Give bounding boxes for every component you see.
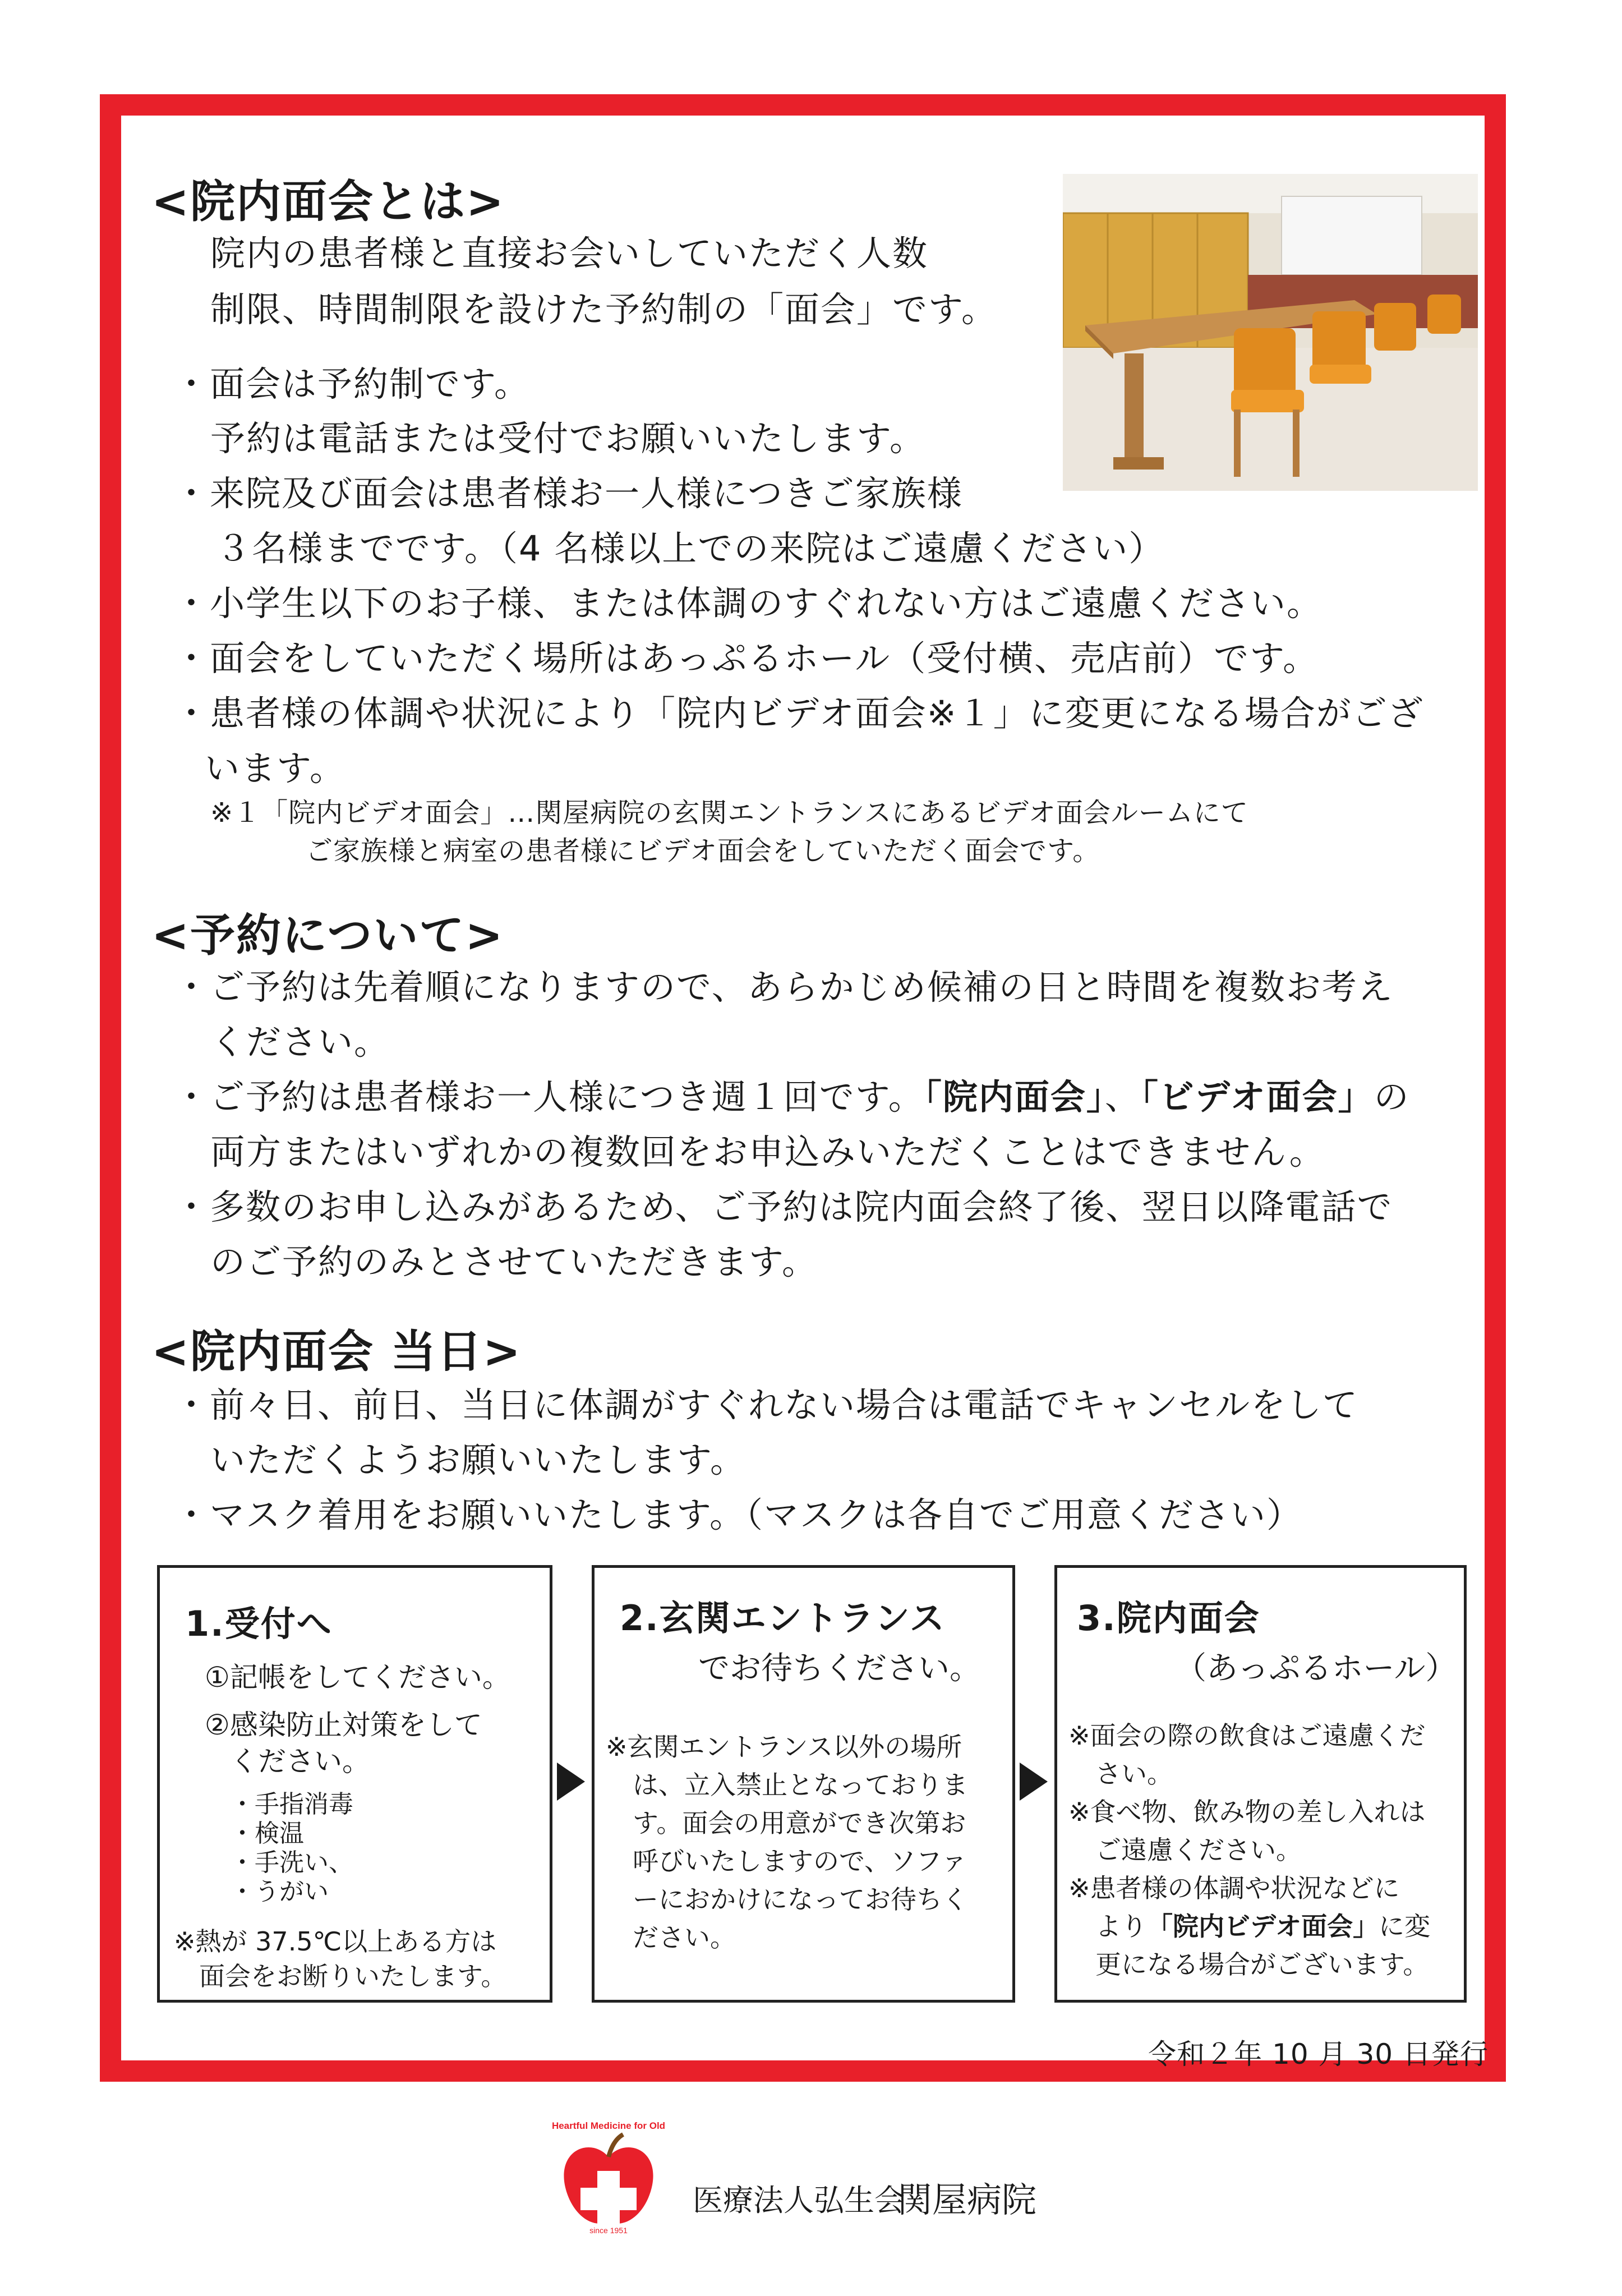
footnote-line: ご家族様と病室の患者様にビデオ面会をしていただく面会です。 bbox=[306, 835, 1100, 867]
bullet-line: ・面会をしていただく場所はあっぷるホール（受付横、売店前）です。 bbox=[174, 638, 1319, 679]
reservation-line: ・ご予約は先着順になりますので、あらかじめ候補の日と時間を複数お考え bbox=[174, 967, 1394, 1007]
step-title: 3.院内面会 bbox=[1077, 1598, 1260, 1639]
reservation-line: 両方またはいずれかの複数回をお申込みいただくことはできません。 bbox=[210, 1131, 1325, 1172]
separator: 、 bbox=[1104, 1076, 1141, 1117]
bullet-line: ・面会は予約制です。 bbox=[174, 364, 531, 404]
organization-name: 医療法人弘生会 bbox=[693, 2183, 905, 2218]
reservation-line: ・多数のお申し込みがあるため、ご予約は院内面会終了後、翌日以降電話で bbox=[174, 1186, 1393, 1227]
step-title: 2.玄関エントランス bbox=[620, 1598, 946, 1639]
footnote-line: ※１「院内ビデオ面会」…関屋病院の玄関エントランスにあるビデオ面会ルームにて bbox=[210, 797, 1248, 829]
step-note: 更になる場合がございます。 bbox=[1095, 1949, 1429, 1980]
hospital-logo bbox=[552, 2118, 665, 2235]
meeting-hall-photo bbox=[1063, 174, 1478, 491]
reservation-line: ください。 bbox=[210, 1022, 390, 1062]
reservation-line bbox=[174, 1069, 1410, 1119]
step-item: ・検温 bbox=[230, 1819, 304, 1848]
step-note: ご遠慮ください。 bbox=[1095, 1835, 1302, 1865]
bullet-line: ・小学生以下のお子様、または体調のすぐれない方はご遠慮ください。 bbox=[174, 583, 1323, 624]
step-box-entrance bbox=[592, 1565, 1015, 2003]
bullet-line: ３名様までです。（4 名様以上での来院はご遠慮ください） bbox=[216, 528, 1165, 569]
intro-line: 院内の患者様と直接お会いしていただく人数 bbox=[210, 233, 929, 274]
step-note bbox=[1095, 1907, 1430, 1945]
day-of-line: ・マスク着用をお願いいたします。（マスクは各自でご用意ください） bbox=[174, 1494, 1303, 1535]
bullet-line: います。 bbox=[205, 748, 346, 789]
step-note: す。面会の用意ができ次第お bbox=[633, 1808, 966, 1838]
step-title: 1.受付へ bbox=[185, 1603, 333, 1644]
logo-text-bottom: since 1951 bbox=[589, 2226, 628, 2235]
step-item: ②感染防止対策をして bbox=[205, 1709, 482, 1741]
section-heading-about: <院内面会とは> bbox=[151, 176, 505, 228]
step-note: ※熱が 37.5℃以上ある方は bbox=[174, 1926, 497, 1957]
step-item: ください。 bbox=[230, 1745, 370, 1778]
reservation-line: のご予約のみとさせていただきます。 bbox=[210, 1241, 818, 1282]
step-subtitle: でお待ちください。 bbox=[698, 1650, 981, 1687]
step-note: ーにおかけになってお待ちく bbox=[633, 1884, 968, 1915]
emphasis-video: 「ビデオ面会」 bbox=[1140, 1076, 1374, 1117]
emphasis-in-hospital: 「院内面会」 bbox=[924, 1076, 1105, 1117]
step-box-meeting bbox=[1054, 1565, 1467, 2003]
step-note: ※玄関エントランス以外の場所 bbox=[606, 1732, 962, 1762]
step-note-text: に変 bbox=[1379, 1911, 1431, 1941]
step-note: ださい。 bbox=[633, 1922, 736, 1953]
logo-text-top: Heartful Medicine for Old bbox=[552, 2120, 665, 2131]
reservation-text: ・ご予約は患者様お一人様につき週１回です。 bbox=[174, 1076, 924, 1117]
section-heading-reservation: <予約について> bbox=[151, 909, 504, 961]
bullet-line: ・患者様の体調や状況により「院内ビデオ面会※１」に変更になる場合がござ bbox=[174, 693, 1424, 734]
bullet-line: ・来院及び面会は患者様お一人様につきご家族様 bbox=[174, 473, 963, 514]
intro-line: 制限、時間制限を設けた予約制の「面会」です。 bbox=[210, 289, 998, 330]
step-note-text: より bbox=[1095, 1911, 1147, 1941]
step-item: ・手指消毒 bbox=[230, 1790, 353, 1819]
arrow-right-icon bbox=[1020, 1763, 1048, 1801]
emphasis-video: 「院内ビデオ面会」 bbox=[1147, 1911, 1379, 1941]
arrow-right-icon bbox=[557, 1763, 585, 1801]
step-subtitle: （あっぷるホール） bbox=[1175, 1650, 1457, 1687]
issue-date: 令和２年 10 月 30 日発行 bbox=[1148, 2038, 1489, 2070]
step-note: 面会をお断りいたします。 bbox=[199, 1961, 507, 1991]
day-of-line: ・前々日、前日、当日に体調がすぐれない場合は電話でキャンセルをして bbox=[174, 1384, 1359, 1425]
reservation-text: の bbox=[1374, 1076, 1410, 1117]
step-note: ※患者様の体調や状況などに bbox=[1068, 1873, 1400, 1903]
step-note: は、立入禁止となっておりま bbox=[633, 1770, 968, 1800]
step-note: ※面会の際の飲食はご遠慮くだ bbox=[1068, 1720, 1426, 1751]
step-note: ※食べ物、飲み物の差し入れは bbox=[1068, 1797, 1426, 1827]
step-box-reception bbox=[157, 1565, 552, 2003]
hospital-name: 関屋病院 bbox=[897, 2179, 1037, 2220]
bullet-line: 予約は電話または受付でお願いいたします。 bbox=[210, 418, 926, 459]
step-note: さい。 bbox=[1095, 1759, 1173, 1789]
day-of-line: いただくようお願いいたします。 bbox=[210, 1439, 747, 1480]
section-heading-day-of: <院内面会 当日> bbox=[151, 1326, 522, 1378]
step-item: ①記帳をしてください。 bbox=[205, 1661, 510, 1694]
step-note: 呼びいたしますので、ソファ bbox=[633, 1846, 967, 1876]
step-item: ・手洗い、 bbox=[230, 1848, 353, 1877]
step-item: ・うがい bbox=[230, 1878, 329, 1906]
